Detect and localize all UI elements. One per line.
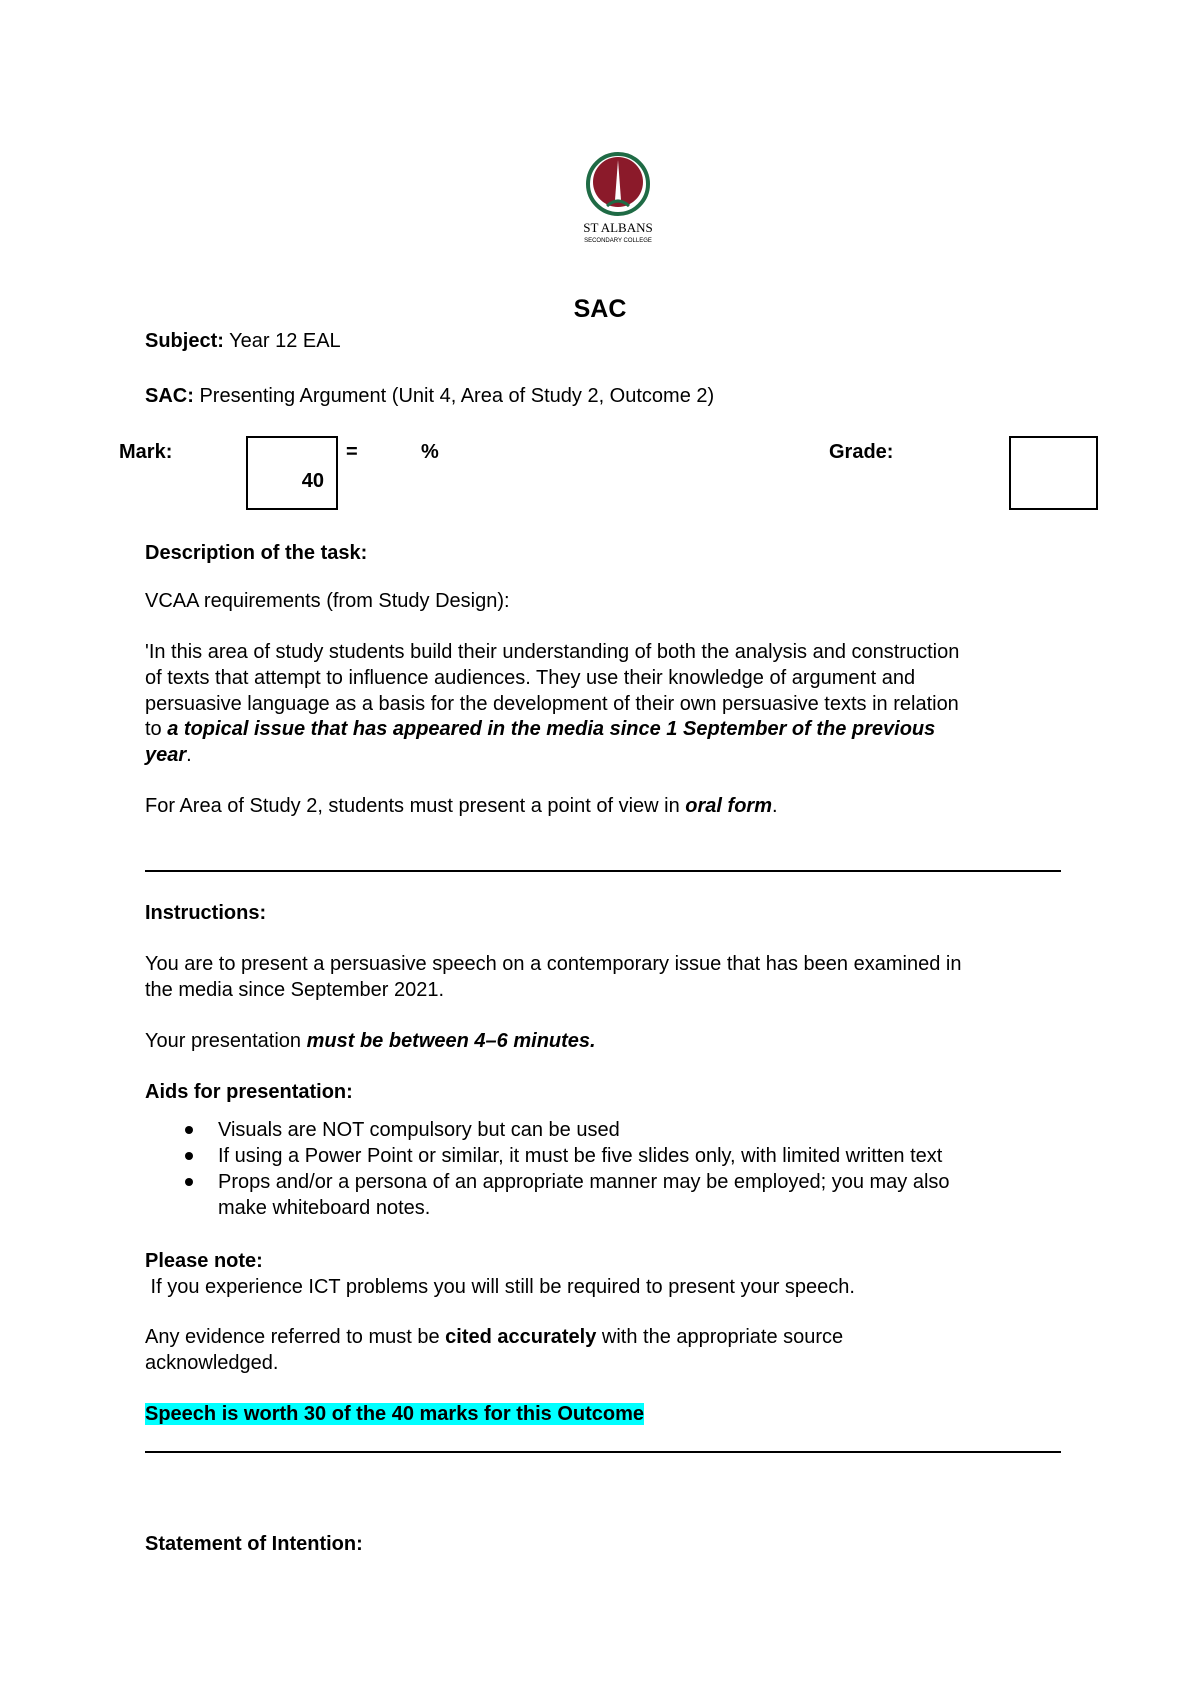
list-item: Props and/or a persona of an appropriate manner may be employed; you may also [145,1169,1095,1195]
evidence-emph: cited accurately [445,1326,597,1348]
quote-line-3: persuasive language as a basis for the development of their own persuasive texts in relation [145,693,959,715]
evidence-line-2: acknowledged. [145,1352,279,1374]
oral-post: . [771,795,778,817]
school-sub: SECONDARY COLLEGE [584,238,652,244]
instructions-heading: Instructions: [145,902,267,924]
duration-emph: must be between 4–6 minutes. [306,1030,596,1052]
list-item: If using a Power Point or similar, it must be five slides only, with limited written text [145,1143,1095,1169]
grade-label: Grade: [829,441,894,463]
divider-1 [145,870,1061,872]
ict-note: If you experience ICT problems you will still be required to present your speech. [145,1276,855,1298]
quote-line-4-pre: to [145,718,168,740]
subject-label: Subject: [145,330,224,352]
aids-heading: Aids for presentation: [145,1081,353,1103]
mark-label: Mark: [119,441,173,463]
vcaa-requirements: VCAA requirements (from Study Design): [145,590,510,612]
divider-2 [145,1451,1061,1453]
quote-line-1: 'In this area of study students build their understanding of both the analysis and construction [145,641,960,663]
evidence-pre: Any evidence referred to must be [145,1326,446,1348]
quote-line-4-emph: a topical issue that has appeared in the media since 1 September of the previous [167,718,936,740]
evidence-post: with the appropriate source [596,1326,844,1348]
oral-form-line [145,793,778,819]
worth-line [145,1401,644,1427]
quote-line-5-emph: year [145,744,187,766]
grade-box [1009,436,1098,510]
school-name: ST ALBANS [583,220,653,235]
description-heading: Description of the task: [145,542,368,564]
duration-pre: Your presentation [145,1030,307,1052]
percent-sign: % [421,441,439,463]
school-logo [577,142,659,254]
aids-list [145,1117,1095,1195]
page-title: SAC [573,295,627,323]
sac-line [145,383,714,409]
instructions-line-1: You are to present a persuasive speech on a contemporary issue that has been examined in [145,953,962,975]
note-heading: Please note: [145,1250,263,1272]
equals-sign: = [346,441,358,463]
quote-line-4 [145,716,935,742]
quote-line-5-post: . [186,744,192,766]
instructions-line-2: the media since September 2021. [145,979,445,1001]
quote-line-5 [145,742,192,768]
sac-label: SAC: [145,385,194,407]
sac-value: Presenting Argument (Unit 4, Area of Study 2, Outcome 2) [199,385,715,407]
oral-pre: For Area of Study 2, students must present a point of view in [145,795,686,817]
evidence-line [145,1324,843,1350]
subject-line [145,328,341,354]
mark-box [246,436,338,510]
subject-value: Year 12 EAL [229,330,341,352]
aids-item-3-continued: make whiteboard notes. [218,1197,431,1219]
statement-heading: Statement of Intention: [145,1533,363,1555]
school-crest-icon [577,142,659,254]
mark-total: 40 [301,470,324,492]
list-item: Visuals are NOT compulsory but can be used [145,1117,1095,1143]
oral-emph: oral form [685,795,772,817]
highlight-text: Speech is worth 30 of the 40 marks for this Outcome [145,1403,645,1425]
quote-line-2: of texts that attempt to influence audiences. They use their knowledge of argument and [145,667,916,689]
duration-line [145,1028,596,1054]
